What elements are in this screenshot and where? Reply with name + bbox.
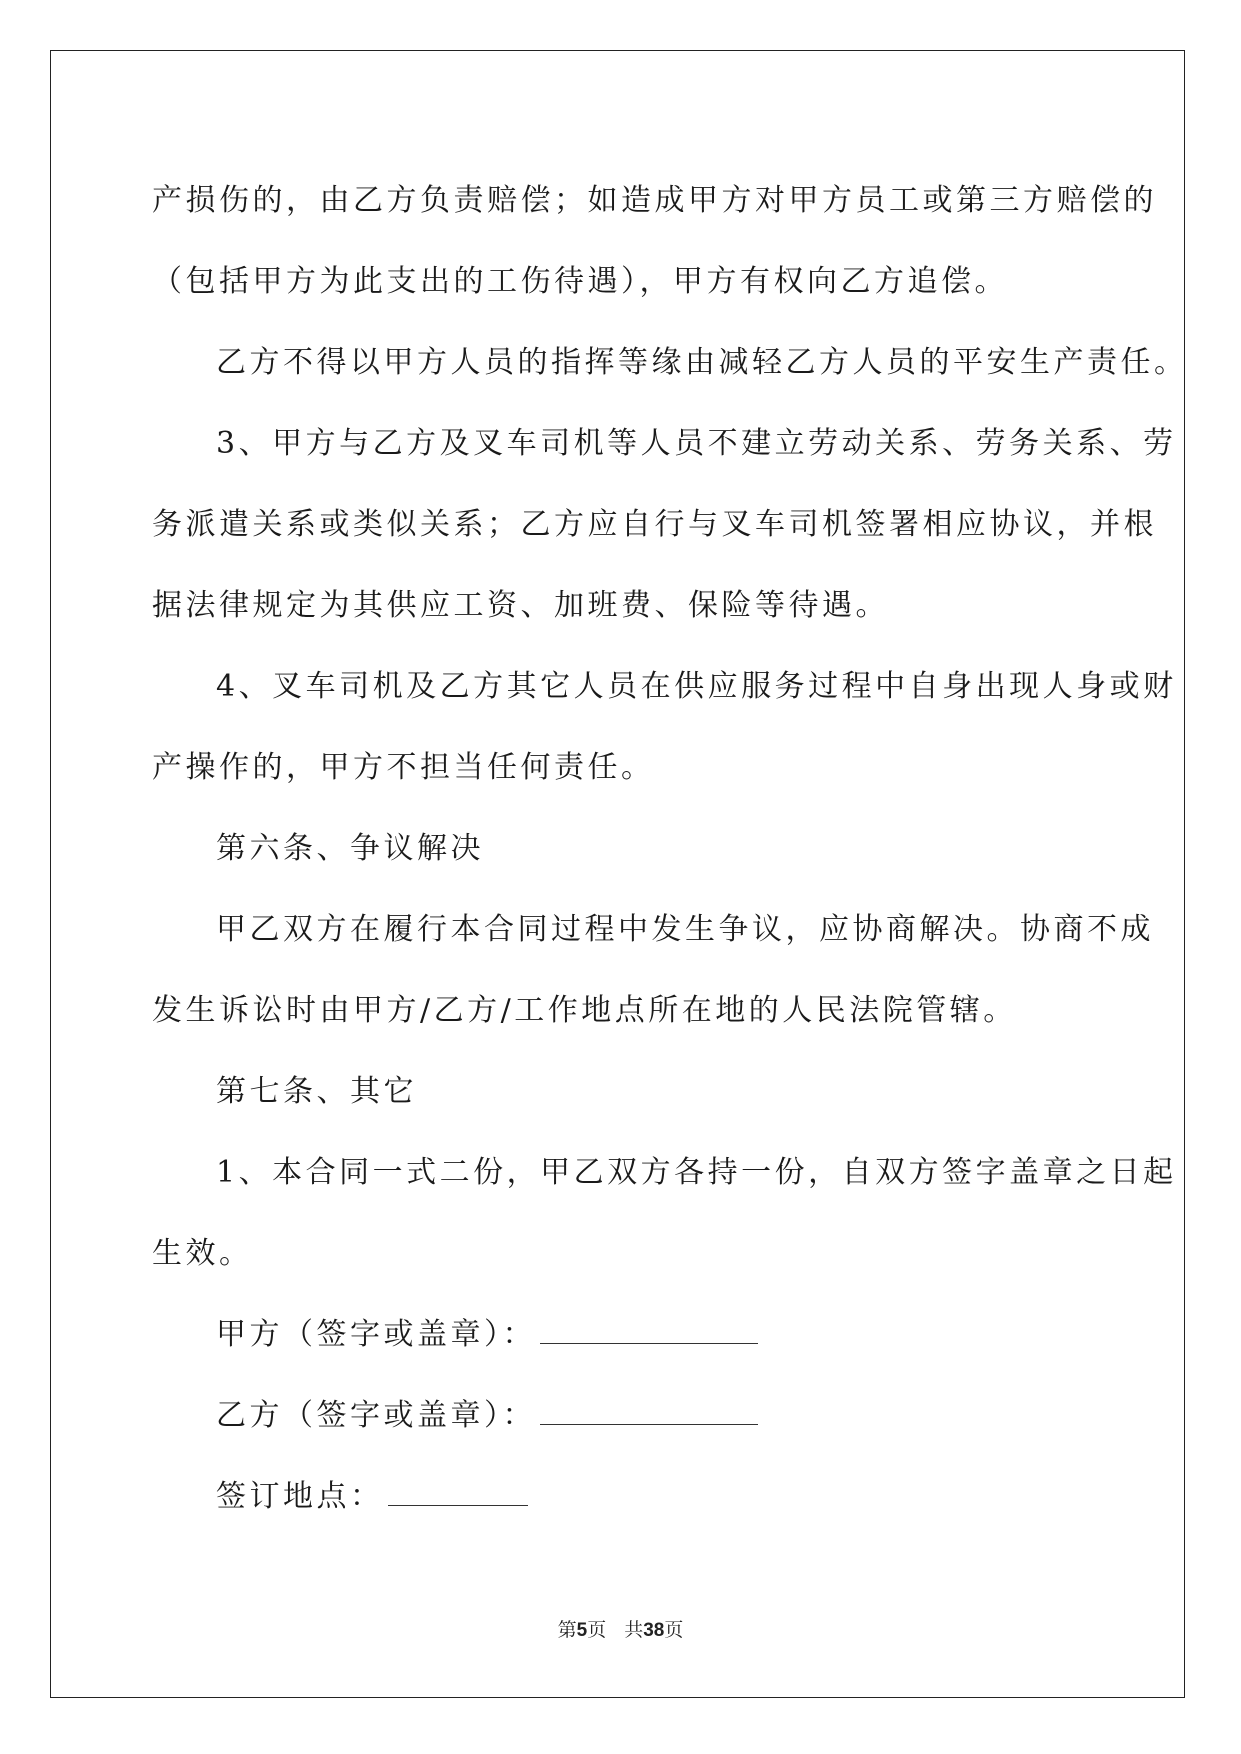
total-pages: 38 [643,1620,665,1641]
paragraph-line: 发生诉讼时由甲方/乙方/工作地点所在地的人民法院管辖。 [152,993,1017,1028]
party-b-signature-line [152,1375,1082,1456]
paragraph-line: 4、叉车司机及乙方其它人员在供应服务过程中自身出现人身或财 [216,669,1177,704]
page-number: 5 [576,1620,588,1641]
paragraph-line: 生效。 [152,1236,253,1271]
signing-place-line [152,1456,1082,1537]
total-suffix: 页 [664,1619,684,1641]
paragraph-line: 1、本合同一式二份，甲乙双方各持一份，自双方签字盖章之日起 [216,1155,1177,1190]
page-suffix: 页 [587,1619,607,1641]
paragraph-line: 产损伤的，由乙方负责赔偿；如造成甲方对甲方员工或第三方赔偿的 [152,183,1157,218]
paragraph-line: （包括甲方为此支出的工伤待遇），甲方有权向乙方追偿。 [152,264,1008,299]
party-b-blank[interactable] [540,1404,758,1425]
paragraph-line: 务派遣关系或类似关系；乙方应自行与叉车司机签署相应协议，并根 [152,507,1157,542]
paragraph-line: 乙方不得以甲方人员的指挥等缘由减轻乙方人员的平安生产责任。 [216,345,1188,380]
page-footer [0,1615,1241,1642]
paragraph-line: 产操作的，甲方不担当任何责任。 [152,750,655,785]
party-b-label: 乙方（签字或盖章）： [216,1398,536,1433]
section-heading: 第七条、其它 [216,1074,417,1109]
party-a-blank[interactable] [540,1323,758,1344]
paragraph-line: 据法律规定为其供应工资、加班费、保险等待遇。 [152,588,889,623]
party-a-signature-line [152,1294,1082,1375]
party-a-label: 甲方（签字或盖章）： [216,1317,536,1352]
paragraph-line: 3、甲方与乙方及叉车司机等人员不建立劳动关系、劳务关系、劳 [216,426,1177,461]
page-prefix: 第 [557,1619,577,1641]
signing-place-label: 签订地点： [216,1479,384,1514]
section-heading: 第六条、争议解决 [216,831,484,866]
total-prefix: 共 [624,1619,644,1641]
signing-place-blank[interactable] [388,1485,528,1506]
document-body [152,160,1188,1537]
paragraph-line: 甲乙双方在履行本合同过程中发生争议，应协商解决。协商不成 [216,912,1154,947]
